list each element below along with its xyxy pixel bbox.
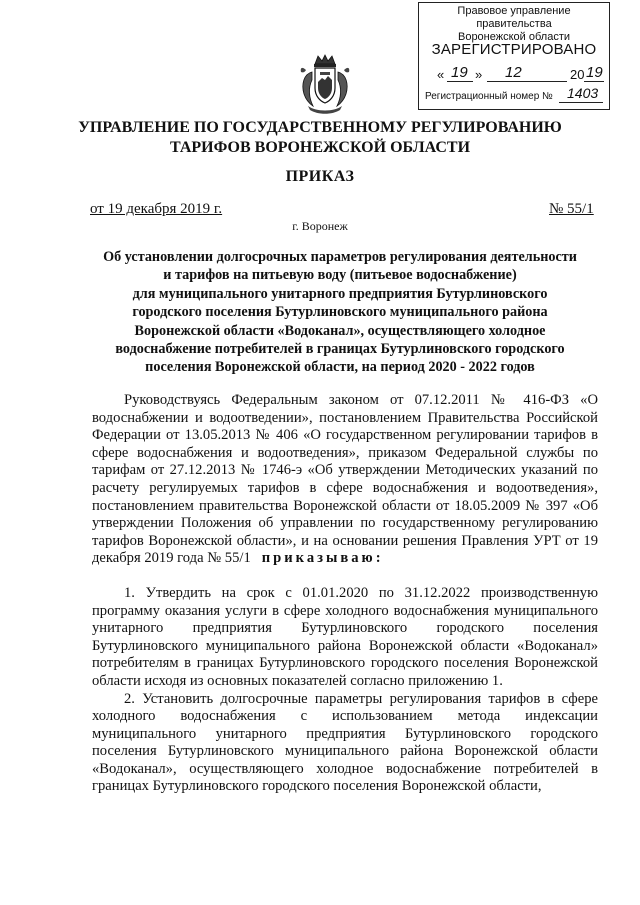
order-date: от 19 декабря 2019 г. xyxy=(90,201,223,217)
stamp-date xyxy=(437,64,609,85)
order-number: № 55/1 xyxy=(549,201,594,217)
stamp-quote-close: » xyxy=(475,67,483,82)
order-title-line: Воронежской области «Водоканал», осуществляющего холодное xyxy=(134,322,546,339)
document-type: ПРИКАЗ xyxy=(285,168,355,185)
preamble-text: Руководствуясь Федеральным законом от 07.12.2011 № 416-ФЗ «О водоснабжении и водоотведении», постановлением Правительства Российской Федерации от 13.05.2013 № 406 «О государственном регулировании тарифов в сфере водоснабжения и водоотведения», приказом Федеральной службы по тарифам от 27.12.2013 № 1746-э «Об утверждении Методических указаний по расчету регулируемых тарифов в сфере водоснабжения и водоотведения», постановлением правительства Воронежской области от 18.05.2009 № 397 «Об утверждении Положения об управлении по государственному регулированию тарифов Воронежской области», и на основании решения Правления УРТ от 19 декабря 2019 года № 55/1 xyxy=(92,392,598,567)
stamp-header-line2: Воронежской области xyxy=(457,31,570,43)
stamp-quote-open: « xyxy=(437,67,445,82)
agency-name xyxy=(60,118,580,158)
stamp-year-prefix: 20 xyxy=(570,67,585,82)
stamp-reg-number: 1403 xyxy=(567,85,599,101)
stamp-month: 12 xyxy=(505,64,522,81)
stamp-header-line1: Правовое управление правительства xyxy=(457,5,571,30)
preamble-paragraph xyxy=(92,392,598,568)
order-title xyxy=(80,248,600,377)
coat-of-arms-icon xyxy=(298,54,352,116)
stamp-reg-label: Регистрационный номер № xyxy=(425,91,553,102)
order-title-line: водоснабжение потребителей в границах Бутурлиновского городского xyxy=(115,341,565,358)
stamp-month-line xyxy=(487,81,567,82)
stamp-header xyxy=(419,3,609,44)
agency-name-line2: ТАРИФОВ ВОРОНЕЖСКОЙ ОБЛАСТИ xyxy=(169,139,471,156)
paragraph-gap xyxy=(92,568,598,585)
stamp-day: 19 xyxy=(451,64,468,81)
stamp-title: ЗАРЕГИСТРИРОВАНО xyxy=(431,41,597,58)
order-body xyxy=(92,392,598,796)
order-title-line: поселения Воронежской области, на период 2020 - 2022 годов xyxy=(145,359,535,376)
order-city: г. Воронеж xyxy=(292,219,348,233)
order-title-line: Об установлении долгосрочных параметров регулирования деятельности xyxy=(103,249,577,265)
stamp-year-suffix: 19 xyxy=(586,64,603,81)
registration-stamp xyxy=(418,2,610,110)
item-2-paragraph: 2. Установить долгосрочные параметры регулирования тарифов в сфере холодного водоснабжения с использованием метода индексации муниципального унитарного предприятия Бутурлиновского городского поселения Бутурлиновского муниципального района Воронежской области «Водоканал», осуществляющего холодное водоснабжение потребителей в границах Бутурлиновского городского поселения Воронежской области, xyxy=(92,690,598,795)
agency-name-line1: УПРАВЛЕНИЕ ПО ГОСУДАРСТВЕННОМУ РЕГУЛИРОВАНИЮ xyxy=(78,119,562,136)
stamp-reg-line xyxy=(559,102,603,103)
order-title-line: городского поселения Бутурлиновского муниципального района xyxy=(132,304,548,321)
order-verb: приказываю: xyxy=(261,550,384,567)
stamp-year-line xyxy=(584,81,604,82)
item-1-paragraph: 1. Утвердить на срок с 01.01.2020 по 31.12.2022 производственную программу оказания услуги в сфере холодного водоснабжения муниципального унитарного предприятия Бутурлиновского городского поселения Бутурлиновского муниципального района Воронежской области «Водоканал» потребителям в границах Бутурлиновского городского поселения Воронежской области исходя из основных показателей согласно приложению 1. xyxy=(92,584,598,689)
order-title-line: и тарифов на питьевую воду (питьевое водоснабжение) xyxy=(163,267,517,284)
order-title-line: для муниципального унитарного предприятия Бутурлиновского xyxy=(132,285,548,302)
stamp-day-line xyxy=(447,81,473,82)
